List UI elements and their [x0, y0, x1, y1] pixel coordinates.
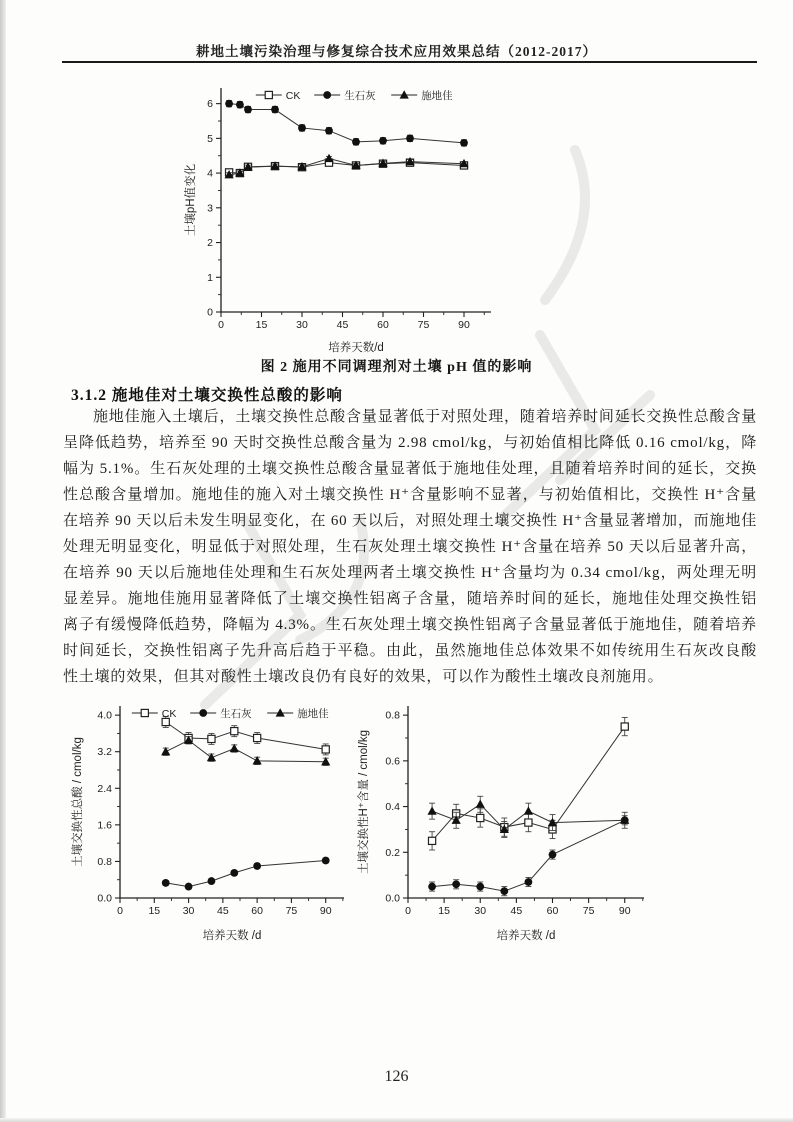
- svg-text:0: 0: [405, 905, 411, 917]
- svg-text:45: 45: [217, 905, 229, 917]
- svg-text:75: 75: [285, 905, 298, 917]
- svg-text:4: 4: [207, 167, 213, 180]
- svg-text:3: 3: [207, 202, 213, 215]
- header-title: 耕地土壤污染治理与修复综合技术应用效果总结（2012-2017）: [196, 44, 597, 59]
- svg-text:1: 1: [207, 271, 213, 284]
- svg-text:5: 5: [207, 132, 213, 145]
- svg-text:6: 6: [207, 98, 213, 111]
- svg-text:生石灰: 生石灰: [344, 89, 376, 102]
- svg-text:75: 75: [417, 319, 430, 331]
- svg-text:30: 30: [474, 905, 487, 917]
- svg-text:0.0: 0.0: [385, 892, 400, 905]
- svg-text:0.0: 0.0: [97, 892, 112, 905]
- svg-text:CK: CK: [285, 89, 301, 102]
- svg-text:2: 2: [207, 237, 213, 250]
- svg-text:75: 75: [582, 905, 595, 917]
- header-rule: [62, 61, 757, 63]
- scan-edge-shadow-left: [0, 0, 6, 1122]
- svg-text:1.6: 1.6: [97, 819, 112, 832]
- svg-text:施地佳: 施地佳: [421, 89, 453, 102]
- svg-text:0.6: 0.6: [385, 755, 400, 768]
- figure2-caption: 图 2 施用不同调理剂对土壤 pH 值的影响: [260, 360, 533, 375]
- svg-text:0: 0: [218, 319, 224, 331]
- svg-text:30: 30: [296, 319, 308, 331]
- svg-text:60: 60: [546, 905, 559, 917]
- svg-text:0.8: 0.8: [97, 855, 112, 868]
- svg-text:生石灰: 生石灰: [220, 707, 252, 720]
- svg-text:15: 15: [438, 905, 450, 917]
- svg-text:土壤交换性总酸 / cmol/kg: 土壤交换性总酸 / cmol/kg: [72, 737, 84, 867]
- svg-text:培养天数 /d: 培养天数 /d: [496, 930, 556, 942]
- svg-text:30: 30: [182, 905, 195, 917]
- exchangeable-h-line-chart: [356, 696, 664, 946]
- svg-text:60: 60: [251, 905, 263, 917]
- svg-text:土壤交换性H⁺含量 / cmol/kg: 土壤交换性H⁺含量 / cmol/kg: [358, 729, 370, 875]
- svg-text:0.2: 0.2: [385, 846, 400, 859]
- svg-text:90: 90: [319, 905, 332, 917]
- svg-text:0.4: 0.4: [385, 801, 400, 814]
- section-heading: 3.1.2 施地佳对土壤交换性总酸的影响: [71, 387, 343, 404]
- figure2-ph-line-chart: [183, 76, 517, 358]
- svg-text:CK: CK: [161, 707, 177, 720]
- svg-text:土壤pH值变化: 土壤pH值变化: [185, 163, 197, 237]
- svg-text:培养天数 /d: 培养天数 /d: [202, 930, 262, 942]
- body-paragraph: 施地佳施入土壤后，土壤交换性总酸含量显著低于对照处理，随着培养时间延长交换性总酸含量呈降低趋势，培养至 90 天时交换性总酸含量为 2.98 cmol/kg，与初始值相比降低 0.16 cmol/kg，降幅为 5.1%。生石灰处理的土壤交换性总酸含量显著低于施地佳处理，且随着培养时间的延长，交换性总酸含量增加。施地佳的施入对土壤交换性 H⁺含量影响不显著，与初始值相比，交换性 H⁺含量在培养 90 天以后未发生明显变化，在 60 天以后，对照处理土壤交换性 H⁺含量显著增加，而施地佳处理无明显变化，明显低于对照处理，生石灰处理土壤交换性 H⁺含量在培养 50 天以后显著升高，在培养 90 天以后施地佳处理和生石灰处理两者土壤交换性 H⁺含量均为 0.34 cmol/kg，两处理无明显差异。施地佳施用显著降低了土壤交换性铝离子含量，随培养时间的延长，施地佳处理交换性铝离子有缓慢降低趋势，降幅为 4.3%。生石灰处理土壤交换性铝离子含量显著低于施地佳，随着培养时间延长，交换性铝离子先升高后趋于平稳。由此，虽然施地佳总体效果不如传统用生石灰改良酸性土壤的效果，但其对酸性土壤改良仍有良好的效果，可以作为酸性土壤改良剂施用。: [63, 409, 757, 685]
- svg-text:0: 0: [207, 306, 213, 319]
- exchangeable-acid-line-chart: [70, 696, 358, 946]
- svg-text:2.4: 2.4: [97, 782, 112, 795]
- scan-edge-shadow-bottom: [0, 1118, 793, 1122]
- svg-text:45: 45: [510, 905, 523, 917]
- svg-text:15: 15: [255, 319, 268, 331]
- page-number: 126: [384, 1068, 409, 1085]
- svg-text:4.0: 4.0: [97, 709, 112, 722]
- svg-text:0.8: 0.8: [385, 709, 400, 722]
- svg-text:15: 15: [148, 905, 161, 917]
- svg-text:3.2: 3.2: [97, 746, 112, 759]
- svg-text:培养天数/d: 培养天数/d: [328, 342, 384, 354]
- svg-text:90: 90: [618, 905, 631, 917]
- svg-text:60: 60: [377, 319, 389, 331]
- svg-text:0: 0: [117, 905, 123, 917]
- svg-text:45: 45: [336, 319, 349, 331]
- svg-text:施地佳: 施地佳: [297, 707, 329, 720]
- svg-text:90: 90: [458, 319, 470, 331]
